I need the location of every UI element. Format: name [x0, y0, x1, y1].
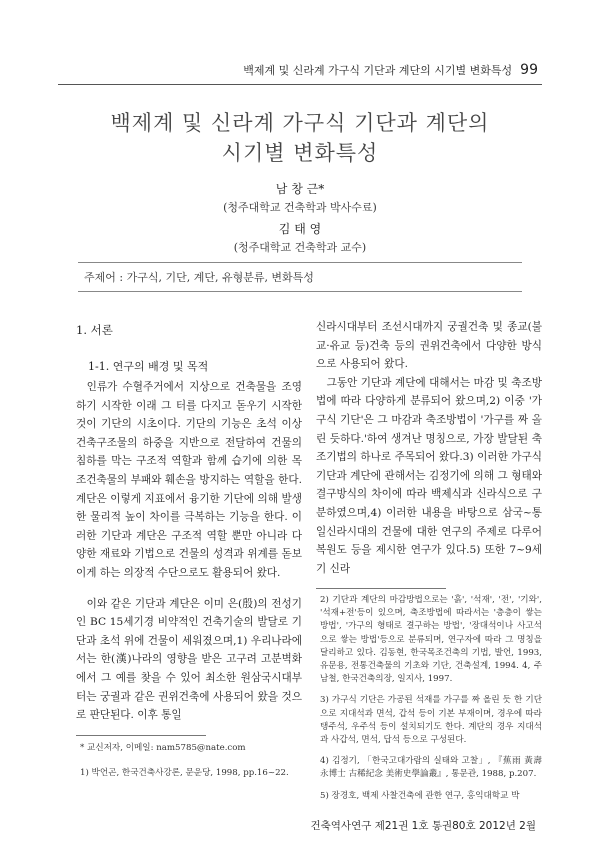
footnote: 2) 기단과 계단의 마감방법으로는 '흙', '석재', '전', '기와', '석재+전'등이 있으며, 축조방법에 따라서는 '층층이 쌓는 방법', '가구의 형태로 결구하는 방법', '장대석이나 사고석으로 쌓는 방법'등으로 분류되며, 연구자에 따라 그 명칭을 달리하고 있다. 김동현, 한국목조건축의 기법, 발언, 1993, 유문용, 전통건축물의 기초와 기단, 건축설계, 1994. 4, 주남철, 한국건축의장, 일지사, 1997. — [320, 595, 542, 685]
right-column-body — [316, 318, 542, 578]
body-paragraph: 그동안 기단과 계단에 대해서는 마감 및 축조방법에 따라 다양하게 분류되어 왔으며,2) 이중 '가구식 기단'은 그 마감과 축조방법이 '가구를 짜 올린 듯하다.'하여 생겨난 명칭으로, 가장 발달된 축조기법의 하나로 주목되어 왔다.3) 이러한 가구식 기단과 계단에 관해서는 김정기에 의해 그 형태와 결구방식의 차이에 따라 백제식과 신라식으로 구분하였으며,4) 이러한 내용을 바탕으로 삼국~통일신라시대의 건물에 대한 연구의 주제로 다루어 복원도 등을 제시한 연구가 있다.5) 또한 7~9세기 신라 — [316, 376, 542, 575]
footnote: 1) 박언곤, 한국건축사강론, 문운당, 1998, pp.16~22. — [80, 768, 289, 779]
section-title: 1. 서론 — [76, 323, 113, 337]
subsection-title: 1-1. 연구의 배경 및 목적 — [88, 360, 209, 373]
footnote: * 교신저자, 이메일: nam5785@nate.com — [80, 743, 246, 753]
footnote-divider-right — [316, 588, 446, 589]
footnote-divider-left — [76, 735, 206, 736]
running-title: 백제계 및 신라계 가구식 기단과 계단의 시기별 변화특성 — [243, 64, 513, 77]
title-line-1: 백제계 및 신라계 가구식 기단과 계단의 — [110, 111, 490, 135]
author-1-name: 남 창 근* — [275, 182, 325, 196]
footnotes-left — [80, 742, 302, 788]
header-divider — [58, 84, 542, 85]
paper-title — [0, 108, 600, 168]
keywords-box: 주제어 : 가구식, 기단, 계단, 유형분류, 변화특성 — [78, 262, 522, 292]
title-line-2: 시기별 변화특성 — [221, 141, 379, 165]
footnote: 4) 김정기, 「한국고대가람의 실태와 고찰」, 『蕉雨 黃壽永博士 古稀紀念 美術史學論叢』, 통문관, 1988, p.207. — [320, 756, 542, 780]
body-paragraph: 인류가 수혈주거에서 지상으로 건축물을 조영하기 시작한 이래 그 터를 다지고 돋우기 시작한 것이 기단의 시초이다. 기단의 기능은 초석 이상 건축구조물의 하중을 지반으로 전달하여 건물의 침하를 막는 구조적 역할과 함께 습기에 의한 목조건축물의 부패와 훼손을 방지하는 역할을 한다. 계단은 이렇게 지표에서 융기한 기단에 의해 발생한 물리적 높이 차이를 극복하는 기능을 한다. 이러한 기단과 계단은 구조적 역할 뿐만 아니라 다양한 재료와 기법으로 건물의 성격과 위계를 돋보이게 하는 의장적 수단으로도 활용되어 왔다. — [76, 381, 302, 579]
author-2-affiliation: (청주대학교 건축학과 교수) — [233, 241, 367, 254]
page-number: 99 — [520, 62, 538, 78]
footnotes-right — [320, 594, 542, 811]
running-header — [243, 62, 538, 78]
body-paragraph: 신라시대부터 조선시대까지 궁궐건축 및 종교(불교·유교 등)건축 등의 권위건축에서 다양한 방식으로 사용되어 왔다. — [316, 321, 542, 371]
author-2-name: 김 태 영 — [278, 222, 322, 236]
footnote: 3) 가구식 기단은 가공된 석재를 가구를 짜 올린 듯 한 기단으로 지대석과 면석, 갑석 등이 기본 부재이며, 경우에 따라 탱주석, 우주석 등이 설치되기도 한다. 계단의 경우 지대석과 사갑석, 면석, 답석 등으로 구성된다. — [320, 695, 542, 746]
left-column-body — [76, 378, 302, 725]
journal-footer: 건축역사연구 제21권 1호 통권80호 2012년 2월 — [310, 820, 536, 832]
footnote: 5) 장경호, 백제 사찰건축에 관한 연구, 홍익대학교 박 — [320, 790, 520, 801]
author-1-affiliation: (청주대학교 건축학과 박사수료) — [223, 201, 377, 214]
body-paragraph: 이와 같은 기단과 계단은 이미 은(殷)의 전성기인 BC 15세기경 비약적인 건축기술의 발달로 기단과 초석 위에 건물이 세워졌으며,1) 우리나라에서는 한(漢)나라의 영향을 받은 고구려 고분벽화에서 그 예를 찾을 수 있어 최소한 원삼국시대부터는 궁궐과 같은 권위건축에 사용되어 왔을 것으로 판단된다. 이후 통일 — [76, 597, 302, 722]
